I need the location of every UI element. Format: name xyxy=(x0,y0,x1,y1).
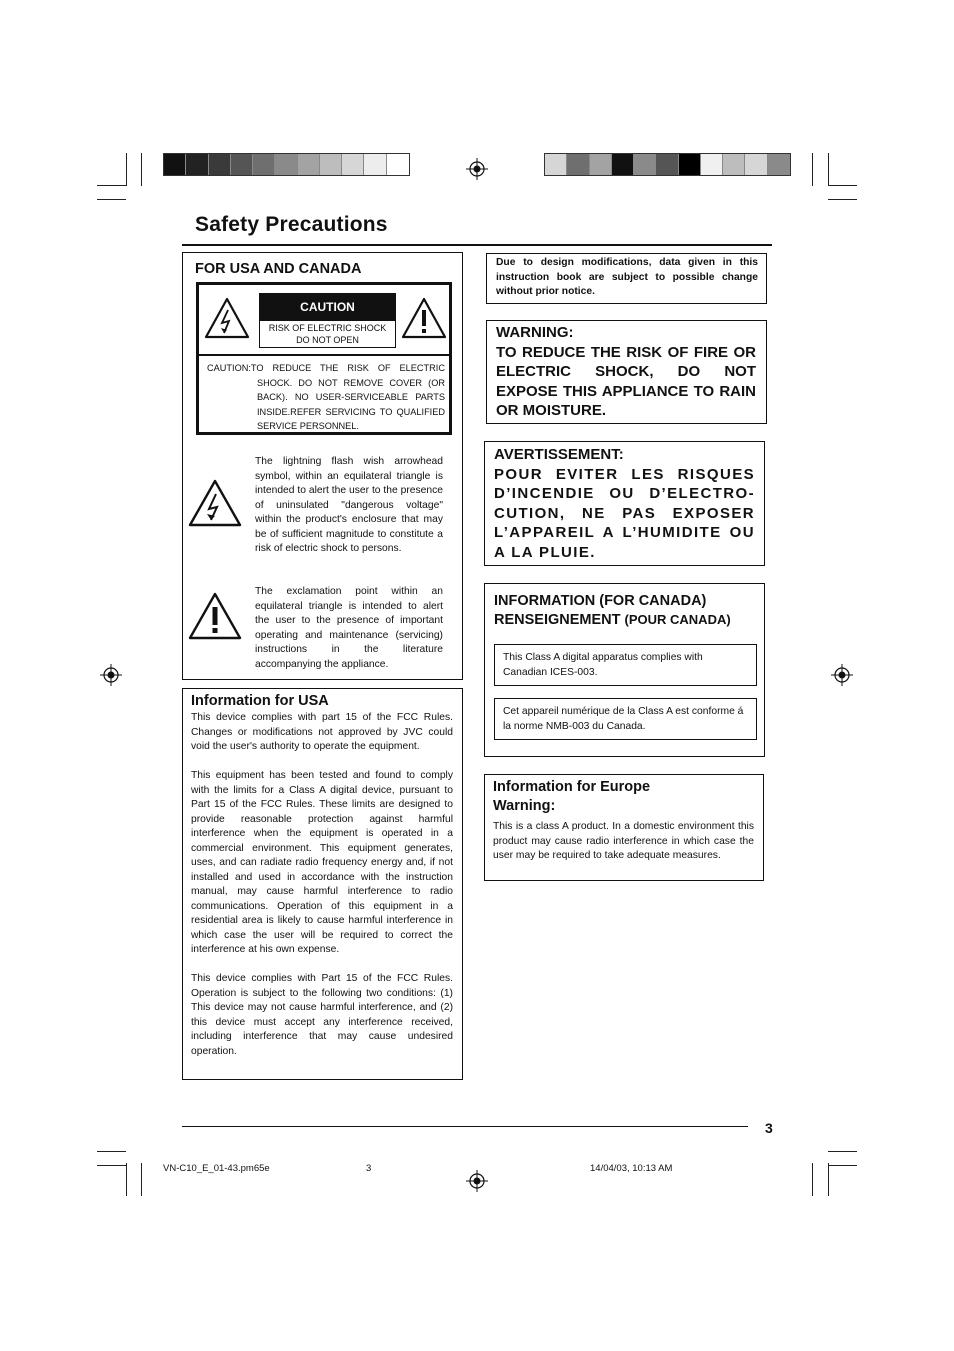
europe-warning-heading: Warning: xyxy=(493,798,556,814)
warning-heading: WARNING: xyxy=(496,324,574,341)
color-swatch xyxy=(387,154,409,175)
color-swatch xyxy=(320,154,342,175)
exclamation-warning-icon xyxy=(401,297,447,339)
info-usa-heading: Information for USA xyxy=(191,693,329,709)
slug-timestamp: 14/04/03, 10:13 AM xyxy=(590,1163,673,1174)
color-swatch xyxy=(723,154,745,175)
warning-text: TO REDUCE THE RISK OF FIRE OR ELECTRIC SHOCK, DO NOT EXPOSE THIS APPLIANCE TO RAIN OR MOISTURE. xyxy=(496,343,756,419)
info-canada-section xyxy=(484,583,765,757)
usa-canada-section xyxy=(182,252,463,680)
warning-box xyxy=(486,320,767,424)
info-usa-paragraph: This device complies with Part 15 of the FCC Rules. Operation is subject to the following two conditions: (1) This device may not cause harmful interference, and (2) this device must accept any interference received, including interference that may cause undesired operation. xyxy=(191,973,453,1057)
footer-rule xyxy=(182,1126,748,1127)
color-swatch xyxy=(298,154,320,175)
info-europe-heading: Information for Europe xyxy=(493,779,651,795)
design-notice-text: Due to design modifications, data given in this instruction book are subject to possible change without prior notice. xyxy=(496,257,758,297)
caution-header xyxy=(199,285,449,356)
color-swatch xyxy=(231,154,253,175)
color-swatch xyxy=(275,154,297,175)
slug-filename: VN-C10_E_01-43.pm65e xyxy=(163,1163,270,1174)
color-swatch xyxy=(545,154,567,175)
lightning-description: The lightning flash wish arrowhead symbol, within an equilateral triangle is intended to alert the user to the presence of uninsulated "dangerous voltage" within the product's enclosure that may be of sufficient magnitude to constitute a risk of electric shock to persons. xyxy=(255,456,443,554)
avertissement-text: POUR EVITER LES RISQUES D’INCENDIE OU D’ELECTRO-CUTION, NE PAS EXPOSER L’APPAREIL A L’HUMIDITE OU A LA PLUIE. xyxy=(494,465,755,561)
registration-mark-icon xyxy=(100,664,122,686)
registration-mark-icon xyxy=(466,1170,488,1192)
title-rule xyxy=(182,244,772,246)
usa-canada-heading: FOR USA AND CANADA xyxy=(195,261,362,277)
canada-french-notice: Cet appareil numérique de la Class A est conforme á la norme NMB-003 du Canada. xyxy=(494,698,757,740)
color-swatch xyxy=(656,154,678,175)
exclamation-symbol-icon xyxy=(188,592,242,640)
caution-text: CAUTION:TO REDUCE THE RISK OF ELECTRIC SHOCK. DO NOT REMOVE COVER (OR BACK). NO USER-SERVICEABLE PARTS INSIDE.REFER SERVICING TO QUALIFIED SERVICE PERSONNEL. xyxy=(207,363,445,431)
color-swatch xyxy=(701,154,723,175)
registration-mark-icon xyxy=(466,158,488,180)
color-swatch xyxy=(164,154,186,175)
slug-page: 3 xyxy=(366,1163,372,1174)
page-number: 3 xyxy=(765,1120,773,1136)
color-swatch xyxy=(253,154,275,175)
avertissement-box xyxy=(484,441,765,566)
caution-label-panel xyxy=(196,282,452,435)
color-swatch xyxy=(209,154,231,175)
color-bar-left xyxy=(163,153,410,176)
color-swatch xyxy=(679,154,701,175)
avertissement-heading: AVERTISSEMENT: xyxy=(494,446,624,463)
exclamation-description: The exclamation point within an equilateral triangle is intended to alert the user to the presence of important operating and maintenance (servicing) instructions in the literature accompanying the appliance. xyxy=(255,586,443,670)
caution-sub-text: RISK OF ELECTRIC SHOCK DO NOT OPEN xyxy=(268,323,387,345)
caution-label-box xyxy=(259,293,396,348)
info-canada-heading: INFORMATION (FOR CANADA) xyxy=(494,593,707,609)
color-swatch xyxy=(364,154,386,175)
color-swatch xyxy=(186,154,208,175)
info-europe-section xyxy=(484,774,764,881)
info-usa-paragraph: This equipment has been tested and found to comply with the limits for a Class A digital device, pursuant to Part 15 of the FCC Rules. These limits are designed to provide reasonable protection against harmful interference when the equipment is operated in a commercial environment. This equipment generates, uses, and can radiate radio frequency energy and, if not installed and used in accordance with the instruction manual, may cause harmful interference to radio communications. Operation of this equipment in a residential area is likely to cause harmful interference in which case the user will be required to correct the interference at his own expense. xyxy=(191,770,453,955)
color-swatch xyxy=(590,154,612,175)
color-swatch xyxy=(342,154,364,175)
design-notice-box xyxy=(486,253,767,304)
info-usa-section xyxy=(182,688,463,1080)
info-europe-text: This is a class A product. In a domestic environment this product may cause radio interference in which case the user may be required to take adequate measures. xyxy=(493,821,754,861)
lightning-symbol-icon xyxy=(188,479,242,527)
color-bar-right xyxy=(544,153,791,176)
color-swatch xyxy=(634,154,656,175)
color-swatch xyxy=(567,154,589,175)
color-swatch xyxy=(768,154,790,175)
caution-label: CAUTION xyxy=(260,294,395,321)
canada-english-notice: This Class A digital apparatus complies with Canadian ICES-003. xyxy=(494,644,757,686)
info-usa-body xyxy=(191,711,453,1059)
color-swatch xyxy=(612,154,634,175)
info-usa-paragraph: This device complies with part 15 of the FCC Rules. Changes or modifications not approved by JVC could void the user's authority to operate the equipment. xyxy=(191,712,453,752)
color-swatch xyxy=(745,154,767,175)
page-title: Safety Precautions xyxy=(195,213,388,236)
registration-mark-icon xyxy=(831,664,853,686)
lightning-warning-icon xyxy=(204,297,250,339)
renseignement-heading: RENSEIGNEMENT (POUR CANADA) xyxy=(494,612,731,628)
